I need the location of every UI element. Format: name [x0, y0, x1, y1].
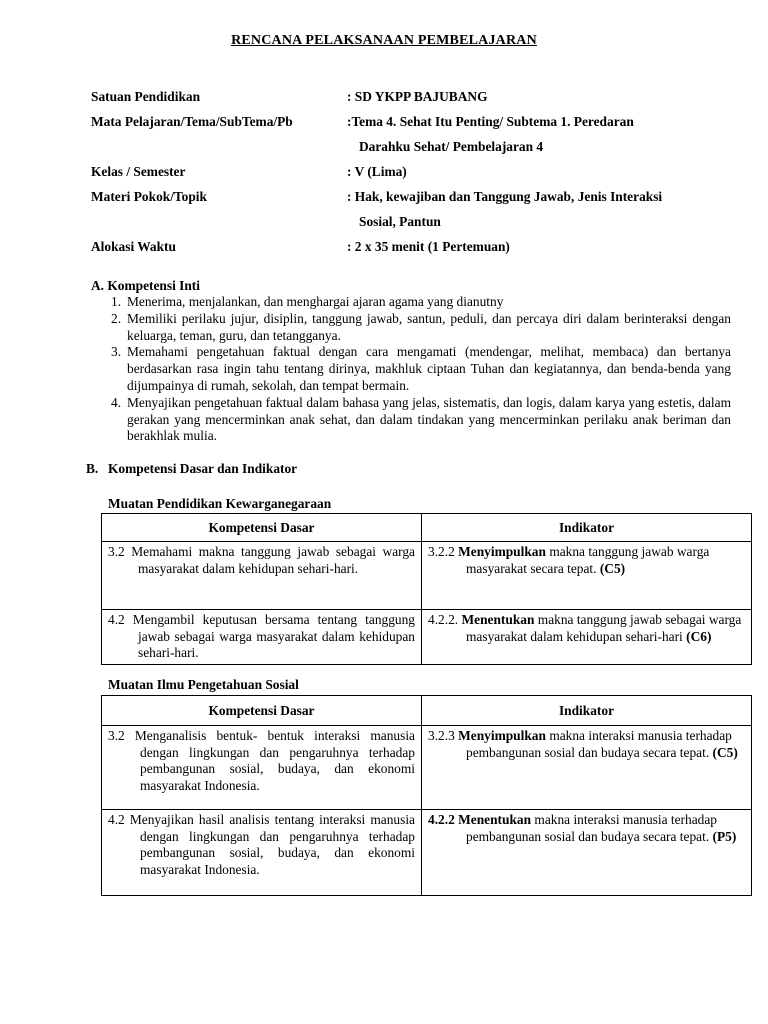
table-header-row	[102, 514, 752, 542]
section-kompetensi-inti	[91, 277, 731, 445]
table-cell: 3.2.3 Menyimpulkan makna interaksi manusia terhadap pembangunan sosial dan budaya secara tepat. (C5)	[422, 726, 752, 810]
column-header: Kompetensi Dasar	[102, 696, 422, 726]
table-caption-pkn: Muatan Pendidikan Kewarganegaraan	[108, 496, 332, 511]
identity-label: Alokasi Waktu	[91, 239, 176, 254]
table-cell: 3.2 Menganalisis bentuk- bentuk interaksi manusia dengan lingkungan dan pengaruhnya terhadap pembangunan sosial, budaya, dan ekonomi masyarakat Indonesia.	[102, 726, 422, 810]
identity-value: : SD YKPP BAJUBANG	[347, 89, 488, 104]
table-caption-ips: Muatan Ilmu Pengetahuan Sosial	[108, 677, 299, 692]
identity-value: :Tema 4. Sehat Itu Penting/ Subtema 1. Peredaran Darahku Sehat/ Pembelajaran 4	[347, 109, 731, 159]
identity-value-cont: Sosial, Pantun	[359, 214, 441, 229]
identity-label: Mata Pelajaran/Tema/SubTema/Pb	[91, 114, 293, 129]
list-item: 4. Menyajikan pengetahuan faktual dalam bahasa yang jelas, sistematis, dan logis, dalam karya yang estetis, dalam gerakan yang mencerminkan anak sehat, dan dalam tindakan yang mencerminkan perilaku anak beriman dan berakhlak mulia.	[111, 394, 731, 444]
identity-row	[91, 159, 731, 184]
identity-label: Kelas / Semester	[91, 164, 186, 179]
identity-value: : Hak, kewajiban dan Tanggung Jawab, Jenis Interaksi Sosial, Pantun	[347, 184, 731, 234]
identity-row	[91, 109, 731, 159]
identity-row	[91, 184, 731, 234]
column-header: Indikator	[422, 514, 752, 542]
table-cell: 3.2 Memahami makna tanggung jawab sebagai warga masyarakat dalam kehidupan sehari-hari.	[102, 542, 422, 610]
section-kompetensi-dasar-heading: B. Kompetensi Dasar dan Indikator	[86, 461, 298, 476]
kompetensi-inti-list	[91, 294, 731, 445]
table-row	[102, 726, 752, 810]
table-row	[102, 810, 752, 896]
table-ips	[101, 695, 752, 896]
table-cell: 4.2.2. Menentukan makna tanggung jawab sebagai warga masyarakat dalam kehidupan sehari-hari (C6)	[422, 610, 752, 665]
section-heading: A. Kompetensi Inti	[91, 278, 200, 293]
identity-value: : V (Lima)	[347, 164, 407, 179]
page-title: RENCANA PELAKSANAAN PEMBELAJARAN	[231, 33, 537, 48]
table-row	[102, 610, 752, 665]
identity-value-cont: Darahku Sehat/ Pembelajaran 4	[359, 139, 544, 154]
identity-label: Satuan Pendidikan	[91, 89, 201, 104]
identity-row	[91, 234, 731, 259]
table-cell: 3.2.2 Menyimpulkan makna tanggung jawab warga masyarakat secara tepat. (C5)	[422, 542, 752, 610]
list-item: 2. Memiliki perilaku jujur, disiplin, tanggung jawab, santun, peduli, dan percaya diri dalam berinteraksi dengan keluarga, teman, guru, dan tetangganya.	[111, 310, 731, 343]
identity-block	[91, 84, 731, 259]
table-cell: 4.2.2 Menentukan makna interaksi manusia terhadap pembangunan sosial dan budaya secara tepat. (P5)	[422, 810, 752, 896]
list-item: 3. Memahami pengetahuan faktual dengan cara mengamati (mendengar, melihat, membaca) dan bertanya berdasarkan rasa ingin tahu tentang dirinya, makhluk ciptaan Tuhan dan kegiatannya, dan benda-benda yang dijumpainya di rumah, sekolah, dan tempat bermain.	[111, 344, 731, 393]
table-cell: 4.2 Mengambil keputusan bersama tentang tanggung jawab sebagai warga masyarakat dalam kehidupan sehari-hari.	[102, 610, 422, 665]
table-row	[102, 542, 752, 610]
column-header: Kompetensi Dasar	[102, 514, 422, 542]
list-item: 1. Menerima, menjalankan, dan menghargai ajaran agama yang dianutny	[111, 294, 504, 309]
table-header-row	[102, 696, 752, 726]
identity-row	[91, 84, 731, 109]
column-header: Indikator	[422, 696, 752, 726]
table-pkn	[101, 513, 752, 665]
identity-label: Materi Pokok/Topik	[91, 189, 207, 204]
identity-value: : 2 x 35 menit (1 Pertemuan)	[347, 239, 510, 254]
table-cell: 4.2 Menyajikan hasil analisis tentang interaksi manusia dengan lingkungan dan pengaruhnya terhadap pembangunan sosial, budaya, dan ekonomi masyarakat Indonesia.	[102, 810, 422, 896]
